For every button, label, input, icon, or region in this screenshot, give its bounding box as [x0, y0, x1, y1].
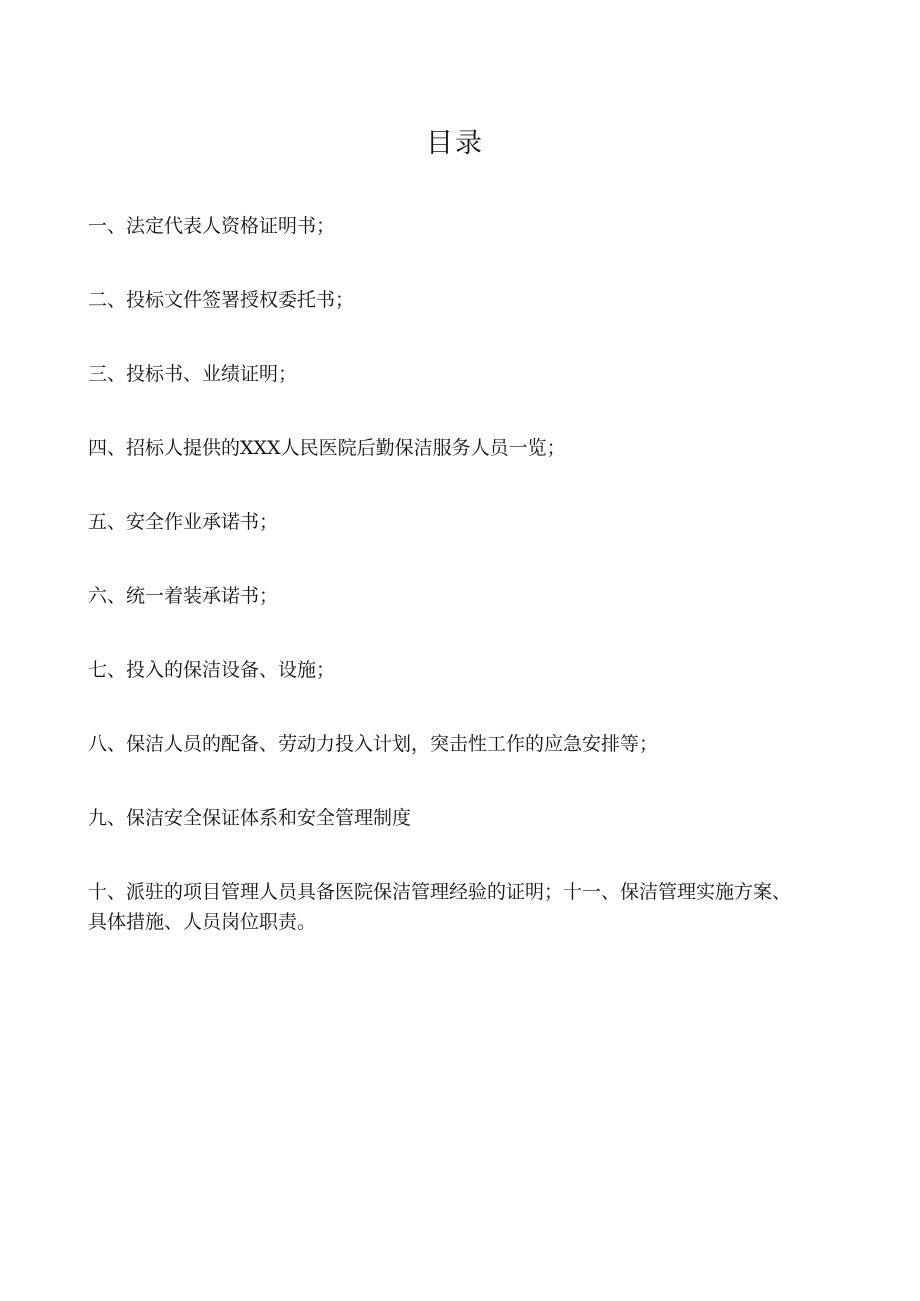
page-title: 目录: [426, 128, 484, 159]
toc-item-8: 八、保洁人员的配备、劳动力投入计划，突击性工作的应急安排等；: [88, 733, 659, 755]
toc-item-7: 七、投入的保洁设备、设施；: [88, 659, 336, 681]
toc-item-9: 九、保洁安全保证体系和安全管理制度: [88, 807, 412, 829]
toc-item-2: 二、投标文件签署授权委托书；: [88, 289, 355, 311]
toc-item-1: 一、法定代表人资格证明书；: [88, 215, 336, 237]
toc-item-3: 三、投标书、业绩证明；: [88, 363, 298, 385]
table-of-contents: [88, 211, 808, 981]
toc-item-5: 五、安全作业承诺书；: [88, 511, 279, 533]
toc-item-6: 六、统一着装承诺书；: [88, 585, 279, 607]
toc-item-10: 十、派驻的项目管理人员具备医院保洁管理经验的证明；十一、保洁管理实施方案、具体措施、人员岗位职责。: [88, 881, 792, 933]
toc-item-4: 四、招标人提供的XXX人民医院后勤保洁服务人员一览；: [88, 437, 566, 459]
